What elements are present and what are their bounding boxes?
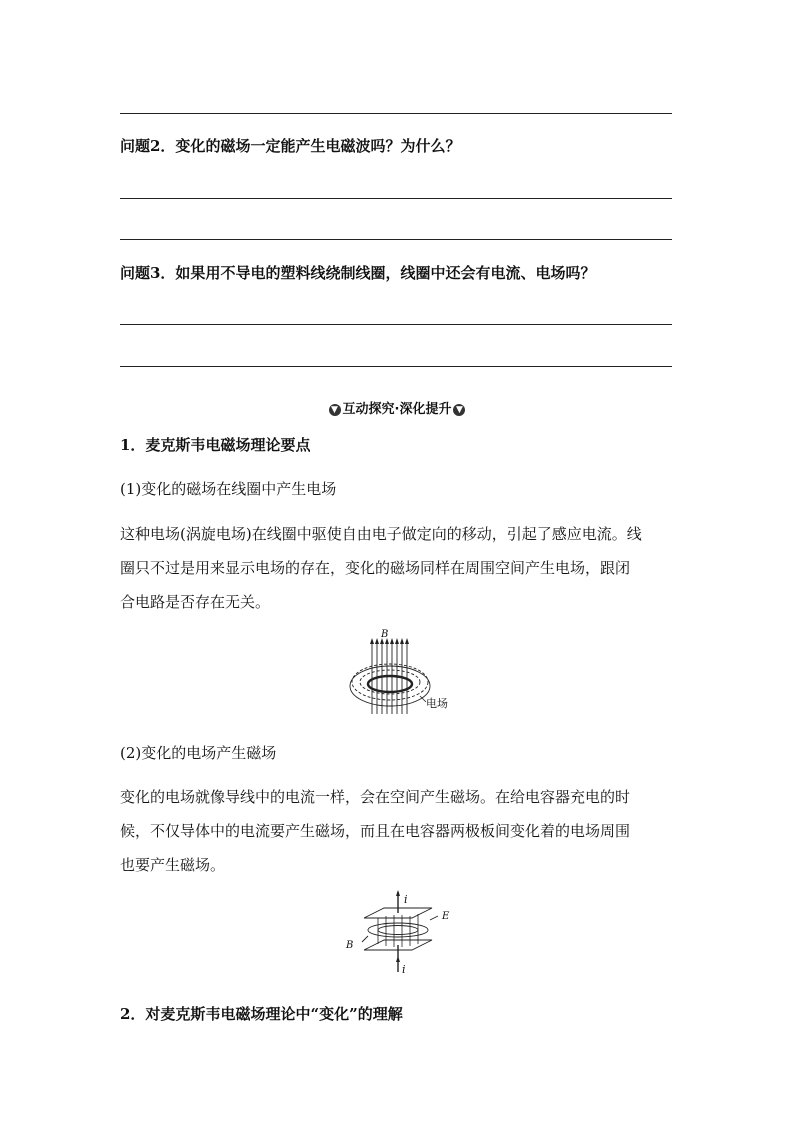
section-header	[0, 398, 794, 417]
section-title: 互动探究·深化提升	[342, 402, 452, 417]
chevron-down-icon: ▼	[329, 404, 341, 416]
chevron-down-icon: ▼	[453, 404, 465, 416]
answer-line	[120, 366, 672, 367]
paragraph-1	[120, 517, 676, 619]
paragraph-line: 候，不仅导体中的电流要产生磁场，而且在电容器两极板间变化着的电场周围	[120, 822, 631, 840]
heading-2: 2．对麦克斯韦电磁场理论中“变化”的理解	[120, 1005, 403, 1023]
figure-label-i-top: i	[404, 893, 408, 906]
figure-label-b: B	[381, 629, 389, 640]
question-2: 问题2．变化的磁场一定能产生电磁波吗？为什么？	[120, 137, 461, 155]
figure-label-i-bottom: i	[402, 963, 406, 976]
question-3: 问题3．如果用不导电的塑料线绕制线圈，线圈中还会有电流、电场吗？	[120, 264, 596, 282]
figure-label-b: B	[346, 940, 354, 951]
paragraph-line: 这种电场(涡旋电场)在线圈中驱使自由电子做定向的移动，引起了感应电流。线	[120, 525, 642, 543]
figure-label-e: E	[442, 911, 450, 922]
figure-label-electric-field: 电场	[426, 697, 448, 710]
answer-line	[120, 198, 672, 199]
answer-line	[120, 239, 672, 240]
paragraph-line: 圈只不过是用来显示电场的存在，变化的磁场同样在周围空间产生电场，跟闭	[120, 559, 631, 577]
answer-line	[120, 324, 672, 325]
paragraph-2	[120, 780, 676, 882]
paragraph-line: 也要产生磁场。	[120, 856, 226, 874]
paragraph-line: 合电路是否存在无关。	[120, 593, 271, 611]
answer-line	[120, 113, 672, 114]
subheading-1: (1)变化的磁场在线圈中产生电场	[120, 480, 337, 498]
paragraph-line: 变化的电场就像导线中的电流一样，会在空间产生磁场。在给电容器充电的时	[120, 788, 631, 806]
heading-1: 1．麦克斯韦电磁场理论要点	[120, 436, 311, 454]
subheading-2: (2)变化的电场产生磁场	[120, 744, 277, 762]
